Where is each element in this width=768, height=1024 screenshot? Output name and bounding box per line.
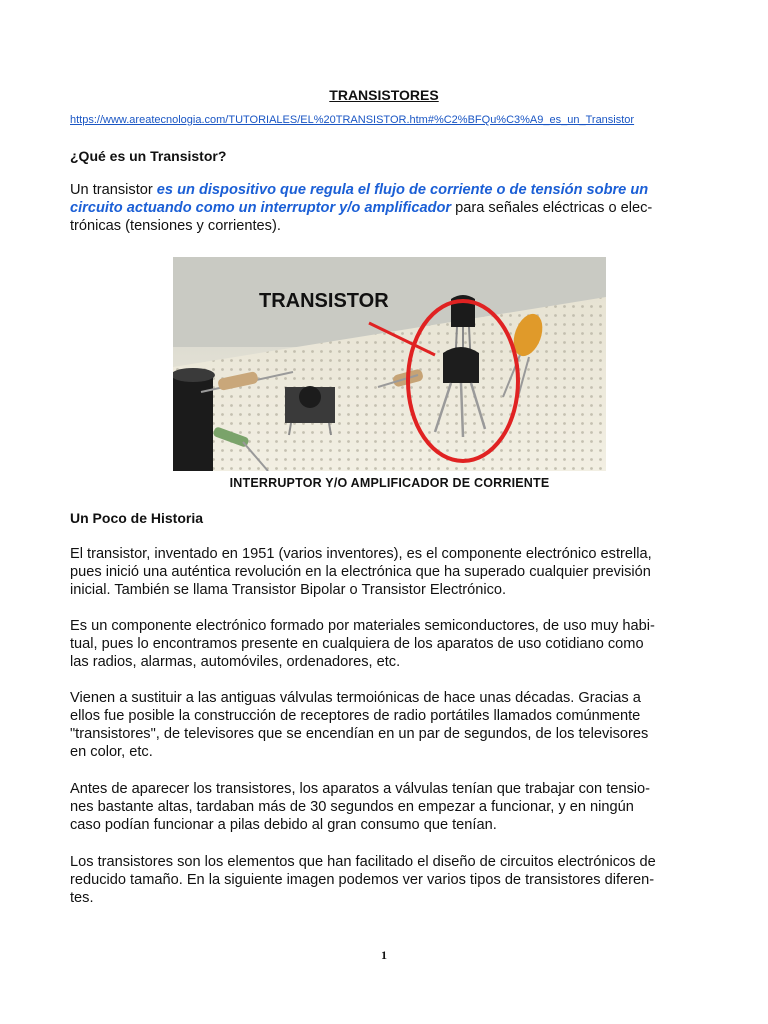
figure-caption: INTERRUPTOR Y/O AMPLIFICADOR DE CORRIENTE — [229, 476, 550, 490]
source-link[interactable]: https://www.areatecnologia.com/TUTORIALES/EL%20TRANSISTOR.htm#%C2%BFQu%C3%A9_es_un_Transistor — [70, 114, 635, 126]
heading-historia: Un Poco de Historia — [70, 510, 204, 526]
paragraph-line: Vienen a sustituir a las antiguas válvulas termoiónicas de hace unas décadas. Gracias a — [70, 690, 641, 706]
paragraph-line: en color, etc. — [70, 744, 153, 760]
paragraph-line: inicial. También se llama Transistor Bipolar o Transistor Electrónico. — [70, 582, 507, 598]
document-title: TRANSISTORES — [329, 87, 439, 103]
paragraph-line: tes. — [70, 890, 94, 906]
paragraph-5 — [70, 853, 700, 907]
paragraph-3 — [70, 689, 700, 761]
paragraph-line: "transistores", de televisores que se encendían en un par de segundos, de los televisores — [70, 726, 649, 742]
paragraph-1 — [70, 545, 700, 599]
paragraph-line: nes bastante altas, tardaban más de 30 segundos en empezar a funcionar, y en ningún — [70, 799, 634, 815]
intro-emphasis-1: es un dispositivo que regula el flujo de corriente o de tensión sobre un — [156, 182, 649, 198]
heading-que-es: ¿Qué es un Transistor? — [70, 148, 227, 164]
photo-label: TRANSISTOR — [259, 290, 389, 312]
paragraph-line: Los transistores son los elementos que han facilitado el diseño de circuitos electrónicos de — [70, 854, 656, 870]
paragraph-line: tual, pues lo encontramos presente en cualquiera de los aparatos de uso cotidiano como — [70, 636, 644, 652]
transistor-photo — [173, 257, 606, 471]
transistor-photo-illustration — [173, 257, 606, 471]
intro-line-3: trónicas (tensiones y corrientes). — [70, 218, 281, 234]
intro-emphasis-2: circuito actuando como un interruptor y/o amplificador — [70, 200, 452, 216]
intro-plain-1: Un transistor — [70, 182, 157, 198]
paragraph-line: las radios, alarmas, automóviles, ordenadores, etc. — [70, 654, 401, 670]
intro-plain-2: para señales eléctricas o elec- — [451, 200, 653, 216]
paragraph-line: pues inició una auténtica revolución en la electrónica que ha superado cualquier previsión — [70, 564, 651, 580]
paragraph-line: El transistor, inventado en 1951 (varios inventores), es el componente electrónico estrella, — [70, 546, 652, 562]
paragraph-2 — [70, 617, 700, 671]
intro-paragraph — [70, 181, 700, 235]
paragraph-line: ellos fue posible la construcción de receptores de radio portátiles llamados comúnmente — [70, 708, 641, 724]
paragraph-line: reducido tamaño. En la siguiente imagen podemos ver varios tipos de transistores diferen- — [70, 872, 655, 888]
page-number: 1 — [381, 948, 387, 962]
paragraph-line: Antes de aparecer los transistores, los aparatos a válvulas tenían que trabajar con tensio- — [70, 781, 651, 797]
paragraph-line: Es un componente electrónico formado por materiales semiconductores, de uso muy habi- — [70, 618, 655, 634]
paragraph-line: caso podían funcionar a pilas debido al gran consumo que tenían. — [70, 817, 497, 833]
paragraph-4 — [70, 780, 700, 834]
